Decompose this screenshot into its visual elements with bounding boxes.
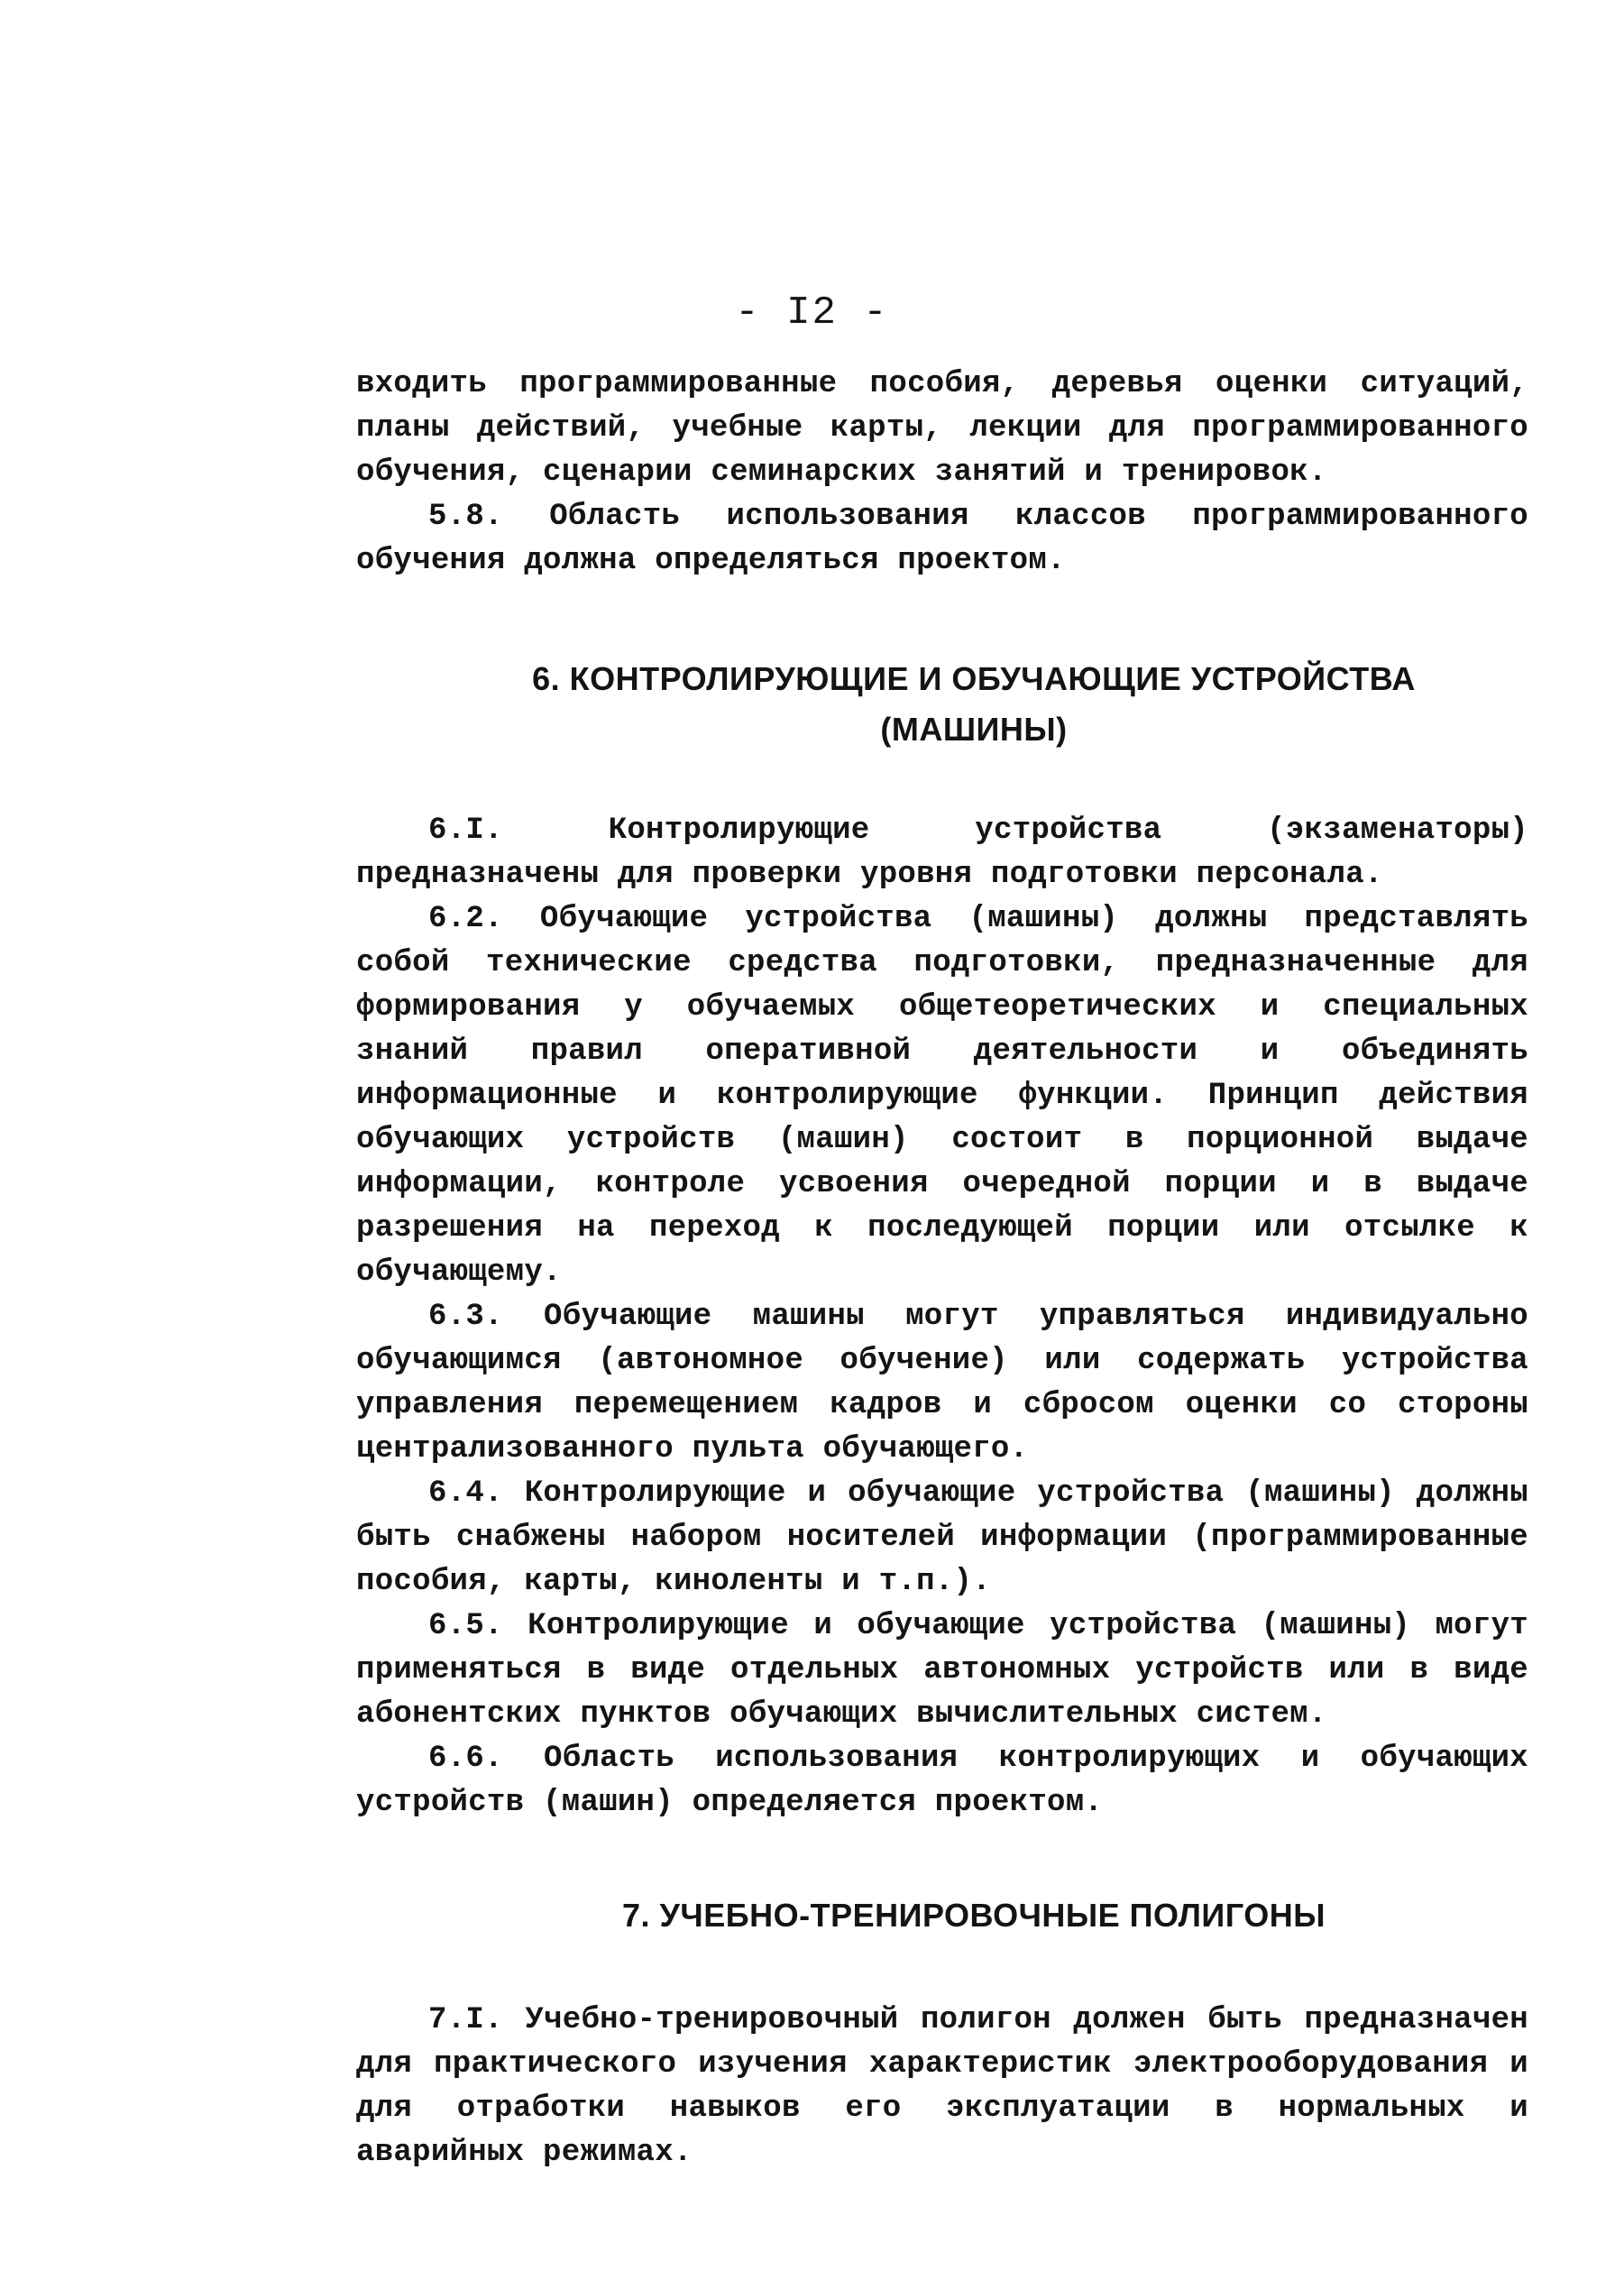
page-body [356, 363, 1528, 2175]
paragraph-6-6: 6.6. Область использования контролирующих и обучающих устройств (машин) определяется проектом. [356, 1742, 1528, 1820]
paragraph-7-1: 7.I. Учебно-тренировочный полигон должен быть предназначен для практического изучения характеристик электрооборудования и для отработки навыков его эксплуатации в нормальных и аварийных режимах. [356, 2003, 1528, 2170]
paragraph-6-1: 6.I. Контролирующие устройства (экзаменаторы) предназначены для проверки уровня подготовки персонала. [356, 814, 1528, 892]
page-number: - I2 - [735, 290, 889, 336]
paragraph-6-2: 6.2. Обучающие устройства (машины) должны представлять собой технические средства подготовки, предназначенные для формирования у обучаемых общетеоретических и специальных знаний правил оперативной деятельности и объединять информационные и контролирующие функции. Принцип действия обучающих устройств (машин) состоит в порционной выдаче информации, контроле усвоения очередной порции и в выдаче разрешения на переход к последующей порции или отсылке к обучающему. [356, 902, 1528, 1290]
section-6-heading [419, 654, 1528, 755]
paragraph-5-8: 5.8. Область использования классов программированного обучения должна определяться проектом. [356, 500, 1528, 578]
section-6-heading-line-2: (МАШИНЫ) [880, 711, 1068, 748]
section-7-heading [419, 1890, 1528, 1941]
paragraph-6-4: 6.4. Контролирующие и обучающие устройства (машины) должны быть снабжены набором носителей информации (программированные пособия, карты, киноленты и т.п.). [356, 1476, 1528, 1599]
paragraph-continuation: входить программированные пособия, деревья оценки ситуаций, планы действий, учебные карты, лекции для программированного обучения, сценарии семинарских занятий и тренировок. [356, 367, 1528, 490]
section-6-heading-line-1: 6. КОНТРОЛИРУЮЩИЕ И ОБУЧАЮЩИЕ УСТРОЙСТВА [532, 660, 1416, 697]
paragraph-6-3: 6.3. Обучающие машины могут управляться индивидуально обучающимся (автономное обучение) или содержать устройства управления перемещением кадров и сбросом оценки со стороны централизованного пульта обучающего. [356, 1300, 1528, 1466]
section-7-heading-line-1: 7. УЧЕБНО-ТРЕНИРОВОЧНЫЕ ПОЛИГОНЫ [622, 1897, 1326, 1934]
paragraph-6-5: 6.5. Контролирующие и обучающие устройства (машины) могут применяться в виде отдельных автономных устройств или в виде абонентских пунктов обучающих вычислительных систем. [356, 1609, 1528, 1732]
